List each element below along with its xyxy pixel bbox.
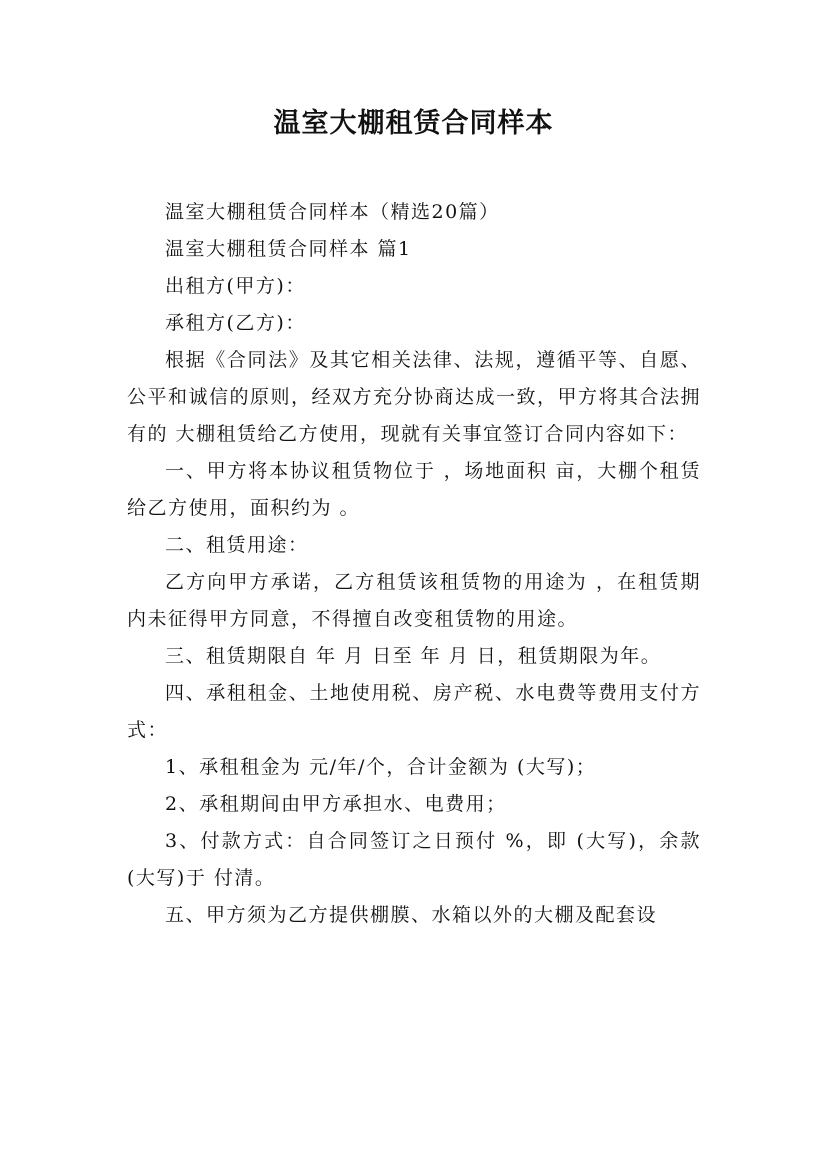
paragraph-clause-1: 一、甲方将本协议租赁物位于 ，场地面积 亩，大棚个租赁给乙方使用，面积约为 。 [127,460,701,519]
paragraph-clause-4-item-3: 3、付款方式：自合同签订之日预付 %，即 (大写)，余款 (大写)于 付清。 [127,830,701,889]
paragraph-preamble: 根据《合同法》及其它相关法律、法规，遵循平等、自愿、公平和诚信的原则，经双方充分协商达成一致，甲方将其合法拥有的 大棚租赁给乙方使用，现就有关事宜签订合同内容如下： [127,349,702,445]
paragraph-lessee: 承租方(乙方)： [165,312,306,334]
paragraph-clause-2: 二、租赁用途： [165,534,309,556]
document-title: 温室大棚租赁合同样本 [273,108,554,139]
paragraph-clause-2-body: 乙方向甲方承诺，乙方租赁该租赁物的用途为 ，在租赁期内未征得甲方同意，不得擅自改变租赁物的用途。 [127,571,701,630]
document-body [127,194,701,934]
paragraph-subtitle: 温室大棚租赁合同样本（精选20篇） [165,201,500,223]
paragraph-clause-4: 四、承租租金、土地使用税、房产税、水电费等费用支付方式： [127,682,701,741]
paragraph-clause-4-item-2: 2、承租期间由甲方承担水、电费用； [165,793,507,815]
paragraph-clause-4-item-1: 1、承租租金为 元/年/个，合计金额为 (大写)； [165,756,597,778]
paragraph-clause-3: 三、租赁期限自 年 月 日至 年 月 日，租赁期限为年。 [165,645,662,667]
paragraph-lessor: 出租方(甲方)： [165,275,306,297]
paragraph-section-heading: 温室大棚租赁合同样本 篇1 [165,238,412,260]
paragraph-clause-5: 五、甲方须为乙方提供棚膜、水箱以外的大棚及配套设 [165,904,658,926]
